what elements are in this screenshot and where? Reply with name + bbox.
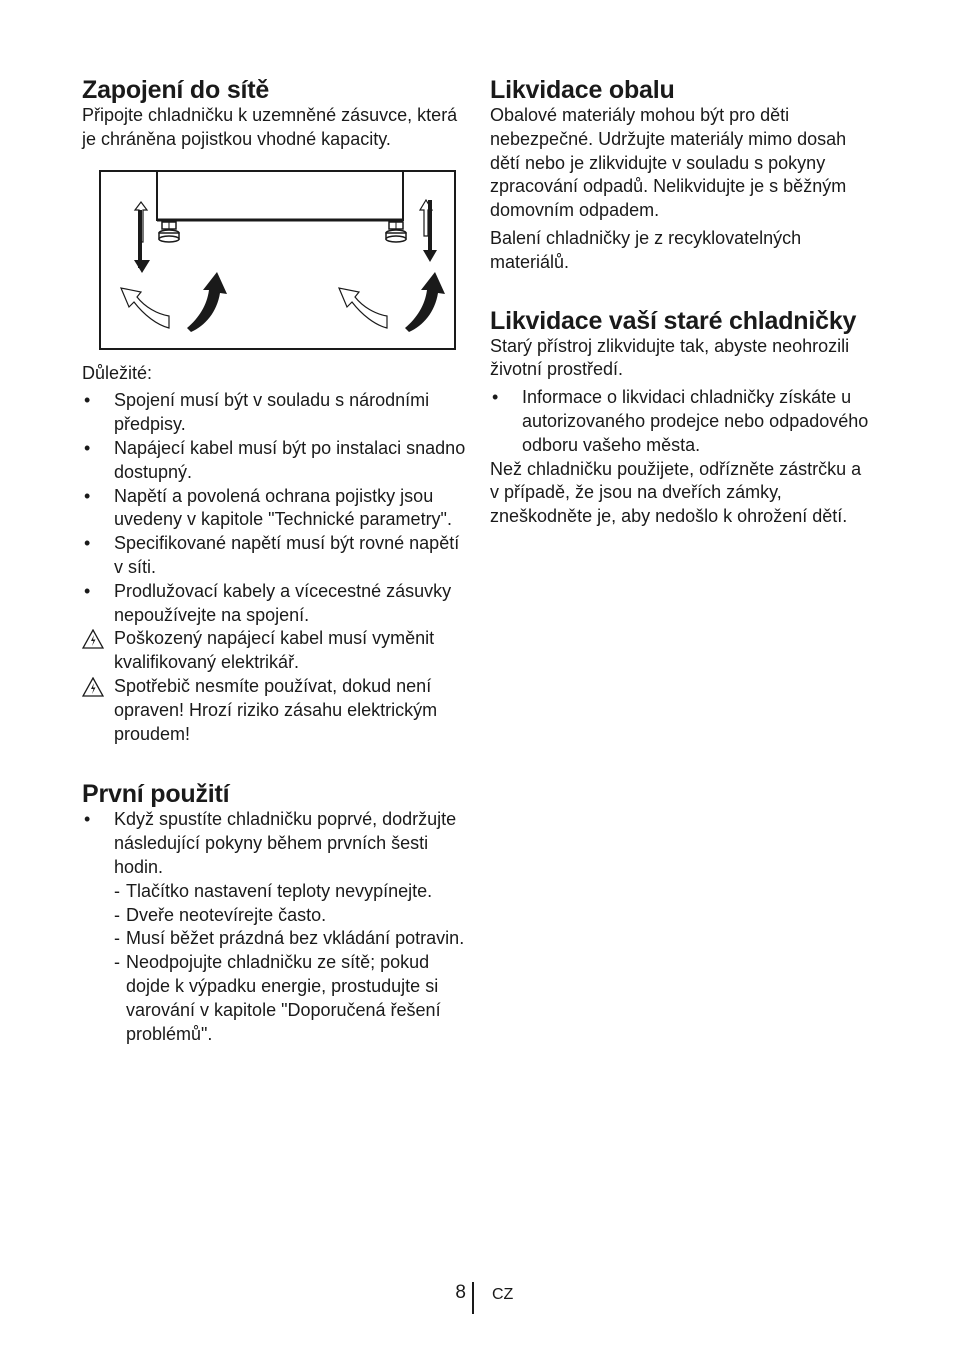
language-code: CZ [492,1286,514,1303]
warning-icon [82,677,104,697]
list-item: • Napětí a povolená ochrana pojistky jsou uvedeny v kapitole "Technické parametry". [84,485,452,530]
right-foot-icon [386,222,406,242]
dash-icon: - [114,880,120,901]
first-use-dashes [114,880,467,1047]
old-fridge-bullets [490,386,875,457]
list-item: Poškozený napájecí kabel musí vyměnit kvalifikovaný elektrikář. [82,627,467,675]
list-item: - Neodpojujte chladničku ze sítě; pokud dojde k výpadku energie, prostudujte si varování v kapitole "Doporučená řešení problémů". [114,952,441,1044]
section-title-connection: Zapojení do sítě [82,76,270,104]
leveling-feet-illustration [99,170,456,350]
section-title-old-fridge: Likvidace vaší staré chladničky [490,306,857,335]
important-label: Důležité: [82,362,153,383]
list-item: • Napájecí kabel musí být po instalaci snadno dostupný. [84,437,466,482]
section-title-packaging: Likvidace obalu [490,76,675,104]
bullet-icon: • [84,390,91,411]
left-column [82,76,467,1046]
bullet-icon: • [84,437,91,458]
list-item: • Prodlužovací kabely a vícecestné zásuvky nepoužívejte na spojení. [84,580,452,625]
bullet-icon: • [84,809,91,830]
dash-icon: - [114,904,120,925]
old-fridge-intro: Starý přístroj zlikvidujte tak, abyste neohrozili životní prostředí. [490,335,850,380]
bullet-icon: • [84,580,91,601]
right-column [490,76,875,529]
connection-bullets [82,389,467,746]
packaging-para-1: Obalové materiály mohou být pro děti nebezpečné. Udržujte materiály mimo dosah dětí nebo je zlikvidujte v souladu s pokyny zpracování odpadů. Nelikvidujte je s běžným domovním odpadem. [490,105,847,221]
list-item: - Tlačítko nastavení teploty nevypínejte. [114,880,467,904]
leveling-feet-figure [99,170,456,350]
bullet-icon: • [492,387,499,408]
dash-icon: - [114,952,120,973]
bullet-icon: • [84,485,91,506]
bullet-icon: • [84,533,91,554]
list-item: • Když spustíte chladničku poprvé, dodržujte následující pokyny během prvních šesti hodin. - Tlačítko nastavení teploty nevypínejte. - Dveře neotevírejte často. - Musí běžet prázdná bez vkládání potravin. - Neodpojujte chladničku ze sítě; pokud dojde k výpadku energie, prostudujte si varování v kapitole "Doporučená řešení problémů". [82,808,467,1046]
warning-icon [82,629,104,649]
section-title-first-use: První použití [82,780,230,809]
packaging-para-2: Balení chladničky je z recyklovatelných materiálů. [490,227,802,272]
list-item: • Informace o likvidaci chladničky získáte u autorizovaného prodejce nebo odpadového odboru vašeho města. [492,387,869,455]
list-item: • Spojení musí být v souladu s národními předpisy. [84,390,430,435]
list-item: • Specifikované napětí musí být rovné napětí v síti. [84,533,460,577]
dash-icon: - [114,928,120,949]
page-number: 8 [455,1282,466,1303]
footer-divider [472,1282,474,1314]
old-fridge-outro: Než chladničku použijete, odřízněte zástrčku a v případě, že jsou na dveřích zámky, zneškodněte je, aby nedošlo k ohrožení dětí. [490,458,862,527]
left-foot-icon [159,222,179,242]
first-use-bullets [82,808,467,1046]
list-item: - Musí běžet prázdná bez vkládání potravin. [114,927,467,951]
connection-intro: Připojte chladničku k uzemněné zásuvce, která je chráněna pojistkou vhodné kapacity. [82,105,458,149]
list-item: Spotřebič nesmíte používat, dokud není opraven! Hrozí riziko zásahu elektrickým proudem! [82,675,467,746]
list-item: - Dveře neotevírejte často. [114,904,467,928]
